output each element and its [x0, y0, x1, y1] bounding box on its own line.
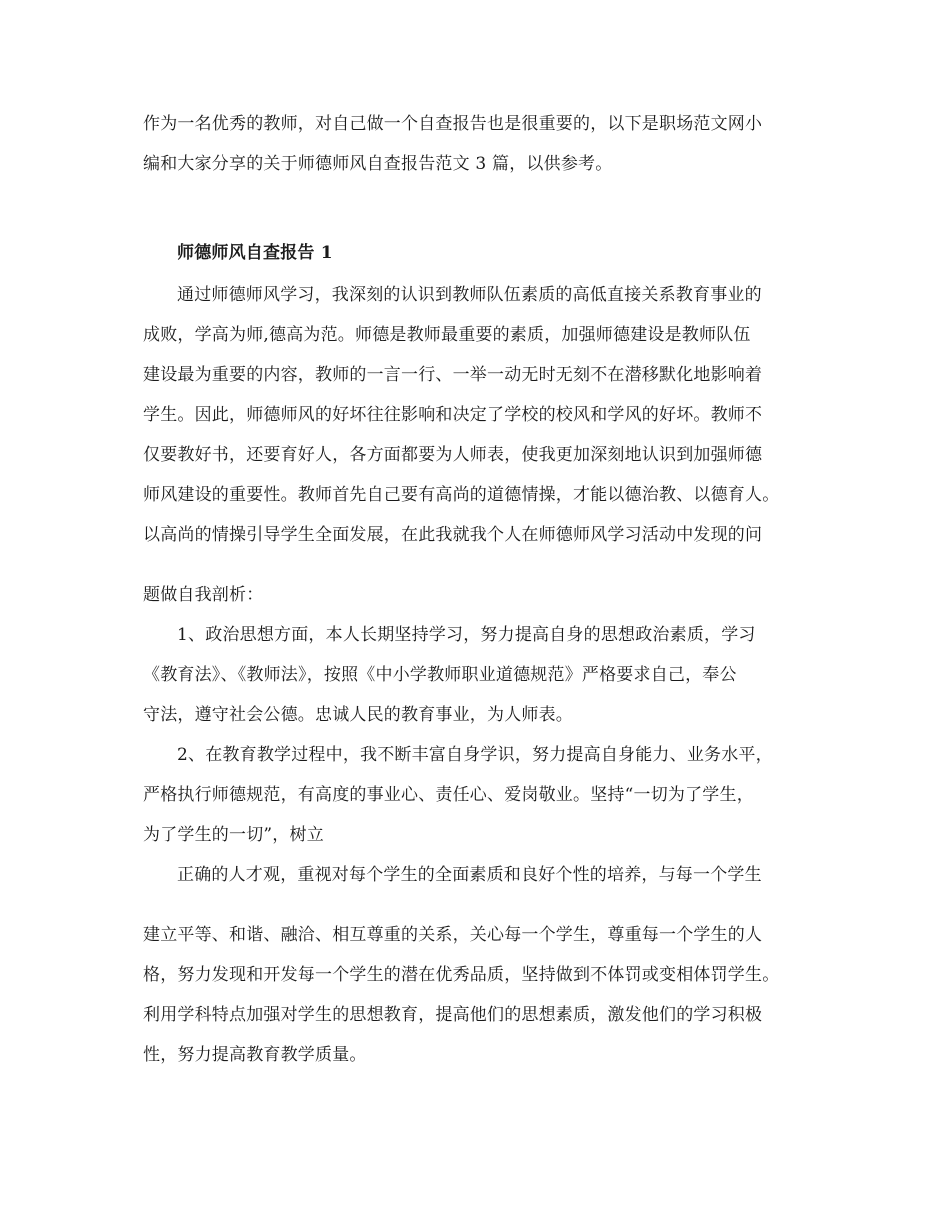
paragraph-line: 利用学科特点加强对学生的思想教育，提高他们的思想素质，激发他们的学习积极 [143, 1005, 763, 1025]
paragraph-line: 2、在教育教学过程中，我不断丰富自身学识，努力提高自身能力、业务水平， [177, 745, 773, 765]
paragraph-line: 仅要教好书，还要育好人，各方面都要为人师表，使我更加深刻地认识到加强师德 [143, 445, 763, 465]
paragraph-line: 守法，遵守社会公德。忠诚人民的教育事业，为人师表。 [143, 705, 573, 725]
section-heading: 师德师风自查报告 1 [177, 243, 333, 263]
paragraph-line: 为了学生的一切”，树立 [143, 825, 324, 845]
paragraph-line: 严格执行师德规范，有高度的事业心、责任心、爱岗敬业。坚持“一切为了学生， [143, 785, 754, 805]
paragraph-line: 正确的人才观，重视对每个学生的全面素质和良好个性的培养，与每一个学生 [177, 865, 762, 885]
paragraph-line: 师风建设的重要性。教师首先自己要有高尚的道德情操，才能以德治教、以德育人。 [143, 485, 780, 505]
paragraph-line: 性，努力提高教育教学质量。 [143, 1045, 367, 1065]
paragraph-line: 通过师德师风学习，我深刻的认识到教师队伍素质的高低直接关系教育事业的 [177, 285, 762, 305]
paragraph-line: 成败，学高为师,德高为范。师德是教师最重要的素质，加强师德建设是教师队伍 [143, 325, 751, 345]
paragraph-line: 《教育法》、《教师法》，按照《中小学教师职业道德规范》严格要求自己，奉公 [143, 665, 737, 685]
paragraph-line: 学生。因此，师德师风的好坏往往影响和决定了学校的校风和学风的好坏。教师不 [143, 405, 763, 425]
paragraph-line: 题做自我剖析： [143, 585, 264, 605]
paragraph-line: 以高尚的情操引导学生全面发展，在此我就我个人在师德师风学习活动中发现的问 [143, 525, 763, 545]
paragraph-line: 建立平等、和谐、融洽、相互尊重的关系，关心每一个学生，尊重每一个学生的人 [143, 925, 763, 945]
paragraph-line: 格，努力发现和开发每一个学生的潜在优秀品质，坚持做到不体罚或变相体罚学生。 [143, 965, 780, 985]
intro-line: 编和大家分享的关于师德师风自查报告范文 3 篇，以供参考。 [143, 154, 613, 174]
paragraph-line: 1、政治思想方面，本人长期坚持学习，努力提高自身的思想政治素质，学习 [177, 625, 756, 645]
intro-line: 作为一名优秀的教师，对自己做一个自查报告也是很重要的，以下是职场范文网小 [143, 114, 763, 134]
paragraph-line: 建设最为重要的内容，教师的一言一行、一举一动无时无刻不在潜移默化地影响着 [143, 365, 763, 385]
